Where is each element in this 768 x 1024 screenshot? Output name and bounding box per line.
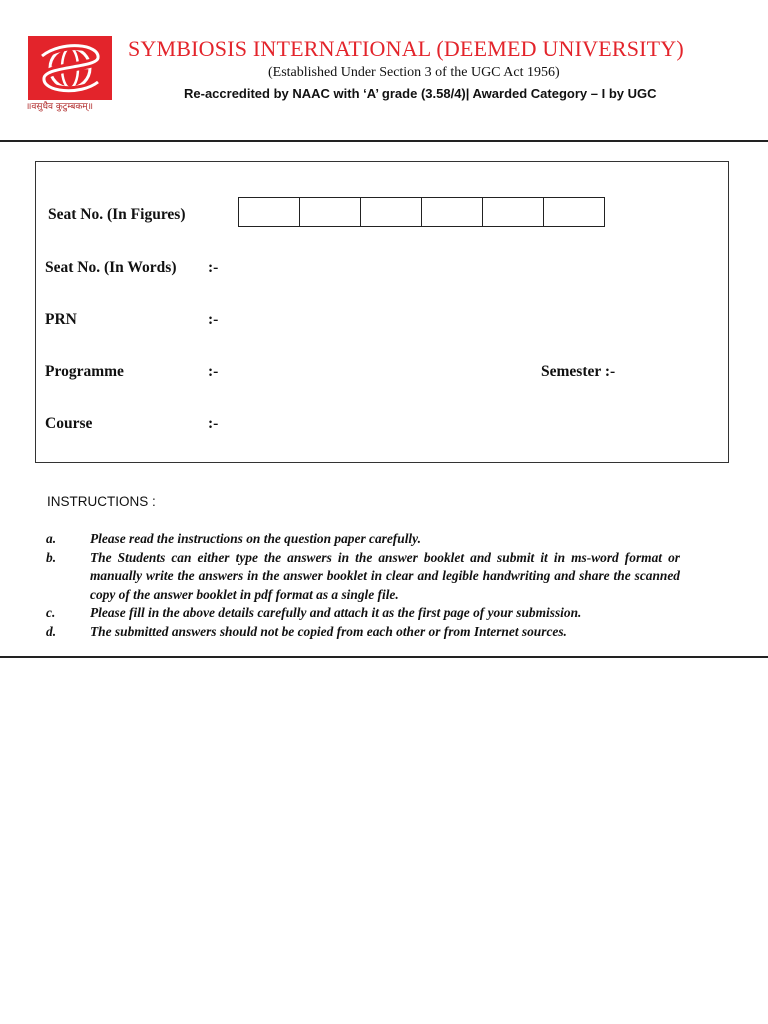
university-subtitle: (Established Under Section 3 of the UGC Act 1956): [268, 65, 560, 80]
instruction-letter: c.: [46, 605, 56, 620]
instruction-item: [46, 549, 680, 605]
details-form-box: [35, 161, 729, 463]
instructions-heading: INSTRUCTIONS :: [47, 494, 156, 509]
seat-digit-box[interactable]: [483, 198, 544, 226]
seat-digit-box[interactable]: [544, 198, 604, 226]
instruction-letter: b.: [46, 549, 57, 565]
semester-label: Semester :-: [541, 363, 616, 380]
instructions-list: [46, 530, 680, 641]
seat-no-figures-boxes: [238, 197, 605, 227]
seat-no-words-colon: :-: [208, 259, 219, 276]
seat-digit-box[interactable]: [300, 198, 361, 226]
seat-no-figures-label: Seat No. (In Figures): [48, 206, 186, 223]
course-colon: :-: [208, 415, 219, 432]
instruction-item: [46, 604, 680, 623]
footer-divider: [0, 656, 768, 658]
programme-colon: :-: [208, 363, 219, 380]
instruction-text: Please fill in the above details carefully and attach it as the first page of your submission.: [90, 605, 582, 620]
seat-digit-box[interactable]: [361, 198, 422, 226]
header-divider: [0, 140, 768, 142]
logo-motto: ॥वसुधैव कुटुम्बकम्॥: [26, 102, 94, 112]
accreditation-line: Re-accredited by NAAC with ‘A’ grade (3.58/4)| Awarded Category – I by UGC: [184, 86, 657, 101]
seat-no-words-label: Seat No. (In Words): [45, 259, 177, 276]
prn-colon: :-: [208, 311, 219, 328]
instruction-letter: d.: [46, 623, 57, 639]
prn-label: PRN: [45, 311, 77, 328]
instruction-item: [46, 623, 680, 642]
seat-digit-box[interactable]: [239, 198, 300, 226]
instruction-text: The submitted answers should not be copied from each other or from Internet sources.: [90, 623, 567, 639]
instruction-text: Please read the instructions on the question paper carefully.: [90, 531, 421, 546]
instruction-item: [46, 530, 680, 549]
instruction-letter: a.: [46, 531, 57, 546]
seat-digit-box[interactable]: [422, 198, 483, 226]
course-label: Course: [45, 415, 93, 432]
instruction-text: The Students can either type the answers in the answer booklet and submit it in ms-word format or manually write the answers in the answer booklet in clear and legible handwriting and share the scanned copy of the answer booklet in pdf format as a single file.: [90, 549, 680, 602]
programme-label: Programme: [45, 363, 124, 380]
university-title: SYMBIOSIS INTERNATIONAL (DEEMED UNIVERSITY): [128, 36, 684, 61]
